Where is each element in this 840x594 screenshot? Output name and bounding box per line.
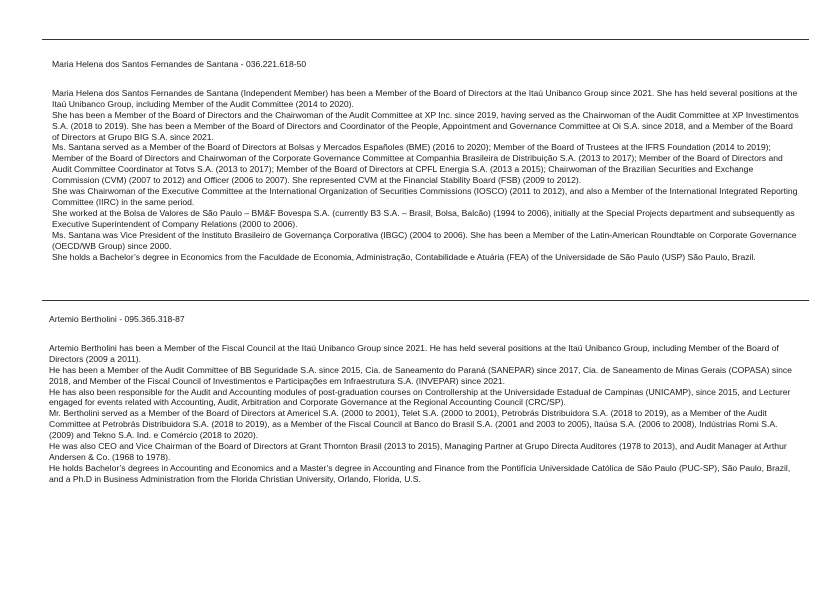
bio-paragraph: Artemio Bertholini has been a Member of the Fiscal Council at the Itaú Unibanco Group since 2021. He has held several positions at the Itaú Unibanco Group, including Member of the Board of Directors (2009 a 2011). — [49, 342, 779, 364]
bio-paragraph: Ms. Santana served as a Member of the Board of Directors at Bolsas y Mercados Españoles (BME) (2016 to 2020); Member of the Board of Trustees at the IFRS Foundation (2014 to 2019); Member of the Board of Directors and Chairwoman of the Corporate Governance Committee at Companhia Brasileira de Distribuição S.A. (2013 to 2017); Member of the Board of Directors and Audit Committee Coordinator at Totvs S.A. (2013 to 2017); Member of the Board of Directors at CPFL Energia S.A. (2013 a 2015); Chairwoman of the Brazilian Securities and Exchange Commission (CVM) (2007 to 2012) and Officer (2006 to 2007). She represented CVM at the Financial Stability Board (FSB) (2009 to 2012). — [52, 142, 783, 186]
top-divider — [42, 39, 809, 40]
bio-paragraph: Maria Helena dos Santos Fernandes de Santana (Independent Member) has been a Member of the Board of Directors at the Itaú Unibanco Group since 2021. She has held several positions at the Itaú Unibanco Group, including Member of the Audit Committee (2014 to 2020). — [52, 87, 798, 109]
bio-paragraph: Ms. Santana was Vice President of the Instituto Brasileiro de Governança Corporativa (IBGC) (2004 to 2006). She has been a Member of the Latin-American Roundtable on Corporate Governance (OECD/WB Group) since 2000. — [52, 229, 797, 251]
bio-paragraph: He has been a Member of the Audit Committee of BB Seguridade S.A. since 2015, Cia. de Saneamento do Paraná (SANEPAR) since 2017, Cia. de Saneamento de Minas Gerais (COPASA) since 2018, and Member of the Fiscal Council of Investimentos e Participações em Infraestrutura S.A. (INVEPAR) since 2021. — [49, 364, 792, 386]
bio-paragraph: He holds Bachelor’s degrees in Accounting and Economics and a Master’s degree in Accounting and Finance from the Pontifícia Universidade Católica de São Paulo (PUC-SP), São Paulo, Brazil, and a Ph.D in Business Administration from the Florida Christian University, Orlando, Florida, U.S. — [49, 462, 791, 484]
bio-section-santana — [52, 59, 802, 262]
bio-heading: Maria Helena dos Santos Fernandes de Santana - 036.221.618-50 — [52, 59, 307, 69]
bio-heading: Artemio Bertholini - 095.365.318-87 — [49, 314, 185, 324]
bio-paragraph: Mr. Bertholini served as a Member of the Board of Directors at Americel S.A. (2000 to 2001), Telet S.A. (2000 to 2001), Petrobrás Distribuidora S.A. (2018 to 2019), as a Member of the Audit Committee at Petrobrás Distribuidora S.A. (2018 to 2019), as a Member of the Fiscal Council at Banco do Brasil S.A. (2001 and 2003 to 2005), Itaúsa S.A. (2006 to 2008), Indústrias Romi S.A. (2009) and Tekno S.A. Ind. e Comércio (2018 to 2020). — [49, 408, 778, 441]
bio-section-bertholini — [49, 314, 801, 485]
section-divider — [42, 300, 809, 301]
bio-paragraph: He was also CEO and Vice Chairman of the Board of Directors at Grant Thornton Brasil (2013 to 2015), Managing Partner at Grupo Directa Auditores (1978 to 2013), and Audit Manager at Arthur Andersen & Co. (1968 to 1978). — [49, 441, 787, 462]
bio-paragraph: She has been a Member of the Board of Directors and the Chairwoman of the Audit Committee at XP Inc. since 2019, having served as the Chairwoman of the Audit Committee at XP Investimentos S.A. (2018 to 2019). She has been a Member of the Board of Directors and Coordinator of the People, Appointment and Governance Committee at Oi S.A. since 2018, and a Member of the Board of Directors at Grupo BIG S.A. since 2021. — [52, 109, 799, 142]
bio-paragraph: She holds a Bachelor’s degree in Economics from the Faculdade de Economia, Administração, Contabilidade e Atuária (FEA) of the Universidade de São Paulo (USP) São Paulo, Brazil. — [52, 251, 756, 262]
bio-paragraph: She worked at the Bolsa de Valores de São Paulo – BM&F Bovespa S.A. (currently B3 S.A. – Brasil, Bolsa, Balcão) (1994 to 2006), initially at the Special Projects department and subsequently as Executive Superintendent of Company Relations (2000 to 2006). — [52, 207, 795, 229]
bio-paragraph: She was Chairwoman of the Executive Committee at the International Organization of Securities Commissions (IOSCO) (2011 to 2012), and also a Member of the International Integrated Reporting Committee (IIRC) in the same period. — [52, 186, 798, 207]
bio-paragraph: He has also been responsible for the Audit and Accounting modules of post-graduation courses on Controllership at the Universidade Estadual de Campinas (UNICAMP), since 2015, and Lecturer engaged for events related with Accounting, Audit, Arbitration and Corporate Governance at the Regional Accounting Council (CRC/SP). — [49, 386, 791, 408]
